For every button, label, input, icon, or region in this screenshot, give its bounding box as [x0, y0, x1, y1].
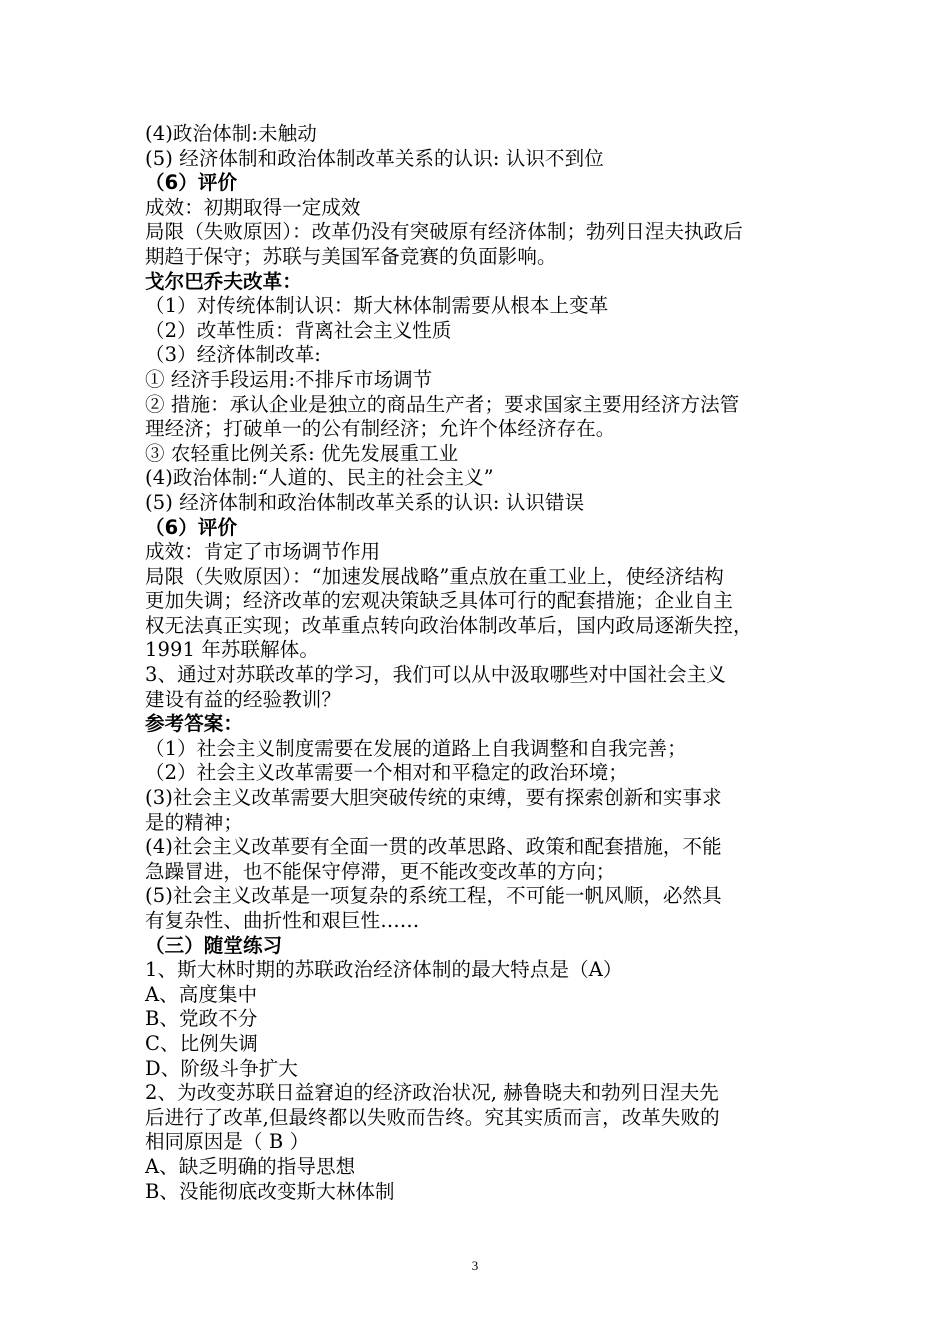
text-line: C、比例失调 — [145, 1031, 259, 1055]
text-line: 是的精神； — [145, 810, 244, 834]
section-heading: （6）评价 — [145, 171, 238, 195]
text-line: A、高度集中 — [145, 982, 258, 1006]
text-line: (4)政治体制:“人道的、民主的社会主义” — [145, 466, 494, 490]
text-line: 有复杂性、曲折性和艰巨性…… — [145, 909, 420, 932]
text-line: 建设有益的经验教训？ — [145, 687, 342, 711]
section-heading: 参考答案： — [145, 712, 244, 736]
text-line: 期趋于保守；苏联与美国军备竞赛的负面影响。 — [145, 244, 557, 268]
text-line: 权无法真正实现；改革重点转向政治体制改革后，国内政局逐渐失控， — [145, 613, 753, 637]
text-line: D、阶级斗争扩大 — [145, 1056, 298, 1080]
text-line: 2、为改变苏联日益窘迫的经济政治状况, 赫鲁晓夫和勃列日涅夫先 — [145, 1081, 719, 1105]
text-line: (4)政治体制:未触动 — [145, 122, 317, 145]
text-line: (5) 经济体制和政治体制改革关系的认识: 认识不到位 — [145, 146, 604, 170]
text-line: 理经济；打破单一的公有制经济；允许个体经济存在。 — [145, 417, 616, 441]
text-line: ③ 农轻重比例关系: 优先发展重工业 — [145, 441, 459, 465]
text-line: （2）社会主义改革需要一个相对和平稳定的政治环境； — [145, 761, 628, 785]
text-line: B、党政不分 — [145, 1007, 258, 1031]
section-heading: （6）评价 — [145, 515, 238, 539]
text-line: (5) 经济体制和政治体制改革关系的认识: 认识错误 — [145, 490, 585, 514]
text-line: (3)社会主义改革需要大胆突破传统的束缚，要有探索创新和实事求 — [145, 786, 722, 810]
document-body — [145, 122, 825, 1204]
text-line: ② 措施：承认企业是独立的商品生产者；要求国家主要用经济方法管 — [145, 392, 740, 416]
text-line: （1）对传统体制认识：斯大林体制需要从根本上变革 — [145, 294, 609, 318]
section-heading: （三）随堂练习 — [145, 933, 283, 957]
page-number: 3 — [471, 1258, 479, 1273]
text-line: 1、斯大林时期的苏联政治经济体制的最大特点是（A） — [145, 958, 623, 982]
text-line: 相同原因是（ B ） — [145, 1130, 310, 1154]
text-line: 局限（失败原因）：“加速发展战略”重点放在重工业上，使经济结构 — [145, 564, 724, 588]
text-line: A、缺乏明确的指导思想 — [145, 1154, 356, 1178]
text-line: 成效：肯定了市场调节作用 — [145, 540, 381, 564]
section-heading: 戈尔巴乔夫改革： — [145, 269, 302, 293]
text-line: 局限（失败原因）：改革仍没有突破原有经济体制；勃列日涅夫执政后 — [145, 220, 743, 244]
text-line: 1991 年苏联解体。 — [145, 638, 319, 662]
text-line: (5)社会主义改革是一项复杂的系统工程，不可能一帆风顺，必然具 — [145, 884, 722, 908]
text-line: ① 经济手段运用:不排斥市场调节 — [145, 367, 433, 391]
text-line: 3、通过对苏联改革的学习，我们可以从中汲取哪些对中国社会主义 — [145, 663, 726, 687]
text-line: （3）经济体制改革: — [145, 343, 321, 367]
text-line: 急躁冒进，也不能保守停滞，更不能改变改革的方向； — [145, 859, 616, 883]
text-line: B、没能彻底改变斯大林体制 — [145, 1179, 395, 1203]
text-line: （2）改革性质：背离社会主义性质 — [145, 318, 452, 342]
text-line: 后进行了改革,但最终都以失败而告终。究其实质而言，改革失败的 — [145, 1105, 720, 1129]
text-line: (4)社会主义改革要有全面一贯的改革思路、政策和配套措施，不能 — [145, 835, 722, 859]
text-line: （1）社会主义制度需要在发展的道路上自我调整和自我完善； — [145, 736, 687, 760]
text-line: 成效：初期取得一定成效 — [145, 195, 361, 219]
text-line: 更加失调；经济改革的宏观决策缺乏具体可行的配套措施；企业自主 — [145, 589, 734, 613]
